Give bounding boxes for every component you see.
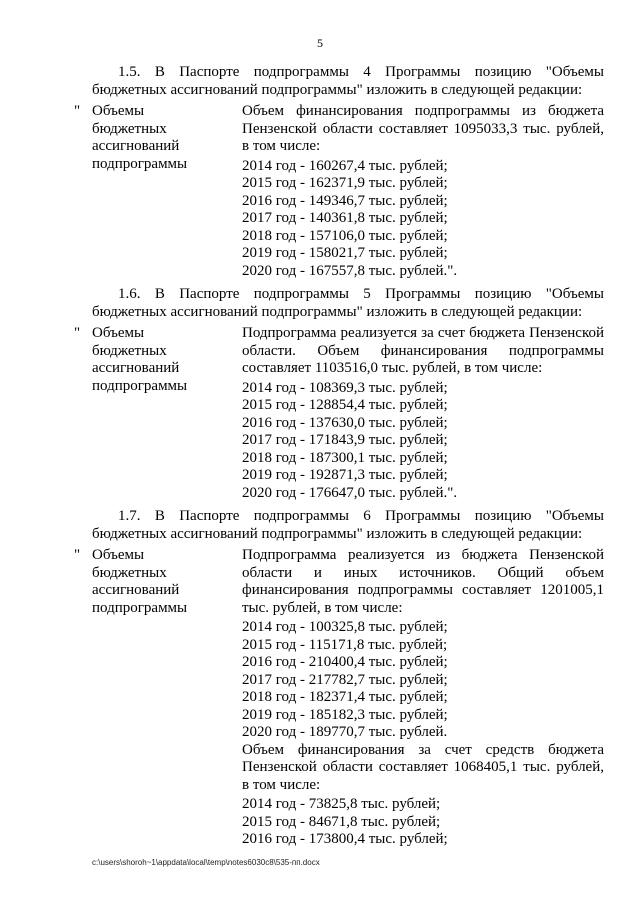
year-line: 2019 год - 158021,7 тыс. рублей; — [242, 245, 448, 261]
year-line: 2018 год - 182371,4 тыс. рублей; — [242, 689, 448, 705]
year-line: 2020 год - 176647,0 тыс. рублей.". — [242, 484, 458, 501]
open-quote: " — [74, 547, 81, 563]
label-line: бюджетных — [92, 564, 167, 581]
budget-block — [74, 547, 604, 849]
year-line: 2014 год - 73825,8 тыс. рублей; — [242, 796, 441, 812]
label-line: Объемы — [92, 547, 145, 563]
year-line: 2016 год - 137630,0 тыс. рублей; — [242, 414, 448, 431]
year-line: 2015 год - 128854,4 тыс. рублей; — [242, 397, 448, 413]
year-line: 2017 год - 171843,9 тыс. рублей; — [242, 432, 448, 448]
year-line: 2019 год - 185182,3 тыс. рублей; — [242, 706, 448, 723]
position-label — [92, 103, 242, 280]
document-body — [74, 64, 604, 855]
regional-funding-intro: Объем финансирования за счет средств бюджета Пензенской области составляет 1068405,1 тыс. рублей, в том числе: — [242, 741, 604, 793]
year-line: 2016 год - 149346,7 тыс. рублей; — [242, 192, 448, 209]
label-line: бюджетных — [92, 120, 167, 137]
year-line: 2014 год - 108369,3 тыс. рублей; — [242, 379, 448, 396]
open-quote: " — [74, 103, 81, 119]
year-line: 2015 год - 84671,8 тыс. рублей; — [242, 813, 441, 830]
label-line: Объемы — [92, 325, 145, 341]
position-label — [92, 325, 242, 502]
position-value — [242, 325, 604, 502]
label-line: ассигнований — [92, 582, 180, 598]
position-value — [242, 103, 604, 280]
file-path-footer: c:\users\shoroh~1\appdata\local\temp\notes6030c8\535-пп.docx — [92, 858, 320, 867]
label-line: подпрограммы — [92, 377, 188, 394]
budget-block — [74, 325, 604, 502]
year-line: 2016 год - 173800,4 тыс. рублей; — [242, 831, 448, 847]
year-line: 2018 год - 157106,0 тыс. рублей; — [242, 227, 448, 244]
year-line: 2015 год - 115171,8 тыс. рублей; — [242, 636, 448, 653]
year-line: 2020 год - 167557,8 тыс. рублей.". — [242, 262, 458, 279]
label-line: подпрограммы — [92, 599, 188, 616]
funding-intro: Подпрограмма реализуется из бюджета Пензенской области и иных источников. Общий объем финансирования подпрограммы составляет 1201005,1 тыс. рублей, в том числе: — [242, 547, 604, 616]
label-line: ассигнований — [92, 138, 180, 154]
year-line: 2017 год - 217782,7 тыс. рублей; — [242, 671, 448, 688]
year-line: 2017 год - 140361,8 тыс. рублей; — [242, 210, 448, 226]
page-number: 5 — [317, 36, 323, 50]
section-heading: 1.6. В Паспорте подпрограммы 5 Программы позицию "Объемы бюджетных ассигнований подпрограммы" изложить в следующей редакции: — [92, 286, 604, 320]
year-line: 2014 год - 160267,4 тыс. рублей; — [242, 157, 448, 174]
position-value — [242, 547, 604, 849]
year-line: 2019 год - 192871,3 тыс. рублей; — [242, 467, 448, 483]
funding-intro: Подпрограмма реализуется за счет бюджета Пензенской области. Объем финансирования подпрограммы составляет 1103516,0 тыс. рублей, в том числе: — [242, 325, 604, 376]
section-heading: 1.5. В Паспорте подпрограммы 4 Программы позицию "Объемы бюджетных ассигнований подпрограммы" изложить в следующей редакции: — [92, 64, 604, 98]
year-line: 2018 год - 187300,1 тыс. рублей; — [242, 449, 448, 466]
label-line: Объемы — [92, 103, 145, 119]
year-line: 2020 год - 189770,7 тыс. рублей. — [242, 724, 448, 740]
label-line: подпрограммы — [92, 155, 188, 172]
year-line: 2014 год - 100325,8 тыс. рублей; — [242, 619, 448, 635]
year-line: 2015 год - 162371,9 тыс. рублей; — [242, 175, 448, 191]
funding-intro: Объем финансирования подпрограммы из бюджета Пензенской области составляет 1095033,3 тыс. рублей, в том числе: — [242, 103, 604, 154]
position-label — [92, 547, 242, 849]
year-line: 2016 год - 210400,4 тыс. рублей; — [242, 654, 448, 670]
section-heading: 1.7. В Паспорте подпрограммы 6 Программы позицию "Объемы бюджетных ассигнований подпрограммы" изложить в следующей редакции: — [92, 508, 604, 542]
label-line: ассигнований — [92, 360, 180, 376]
budget-block — [74, 103, 604, 280]
label-line: бюджетных — [92, 342, 167, 359]
open-quote: " — [74, 325, 81, 341]
